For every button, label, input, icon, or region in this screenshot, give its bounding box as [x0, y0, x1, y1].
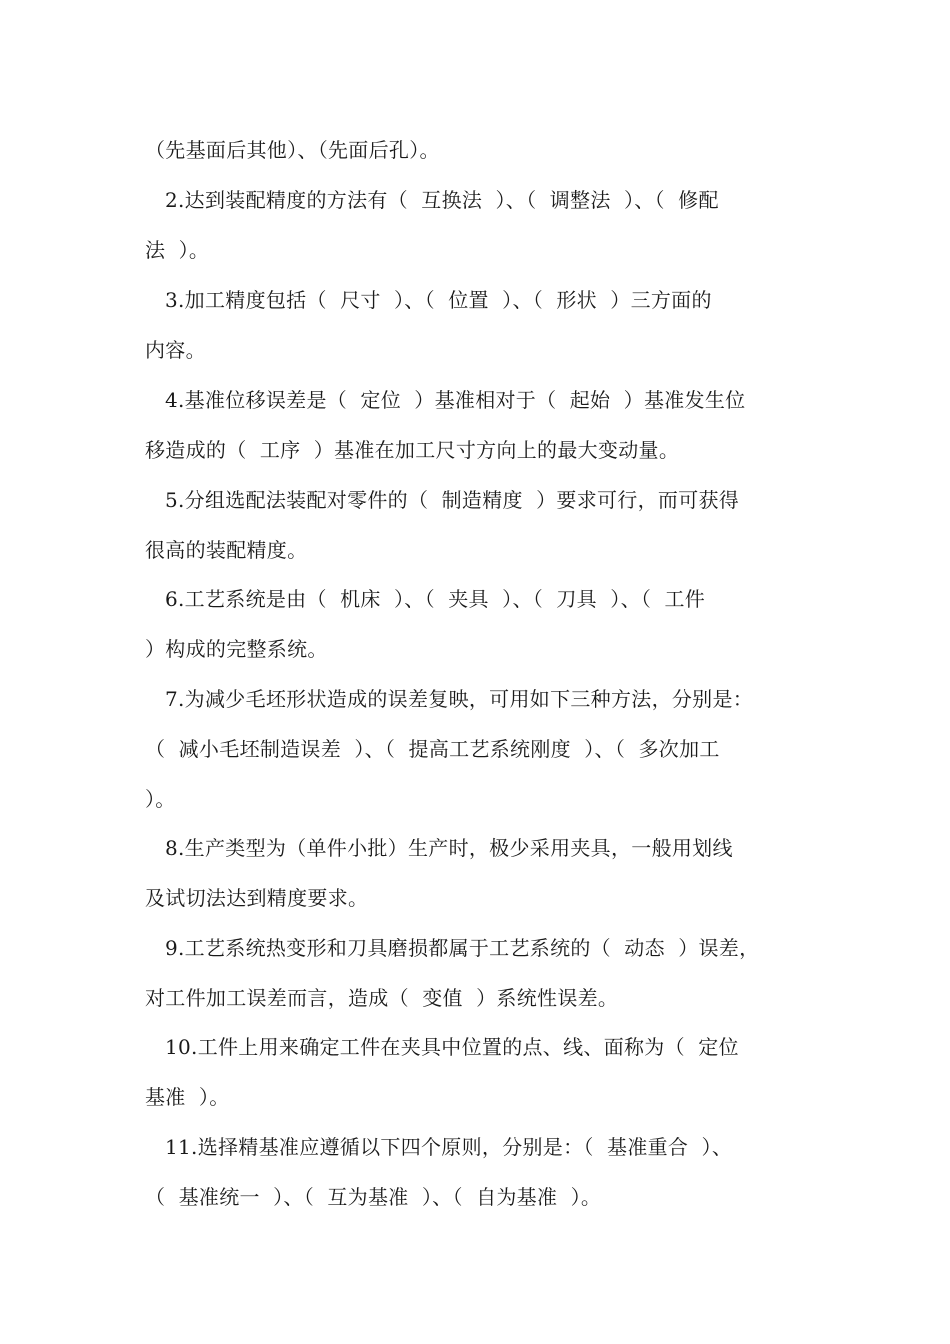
text-line: 移造成的（ 工序 ）基准在加工尺寸方向上的最大变动量。 [145, 438, 680, 462]
text-line: 9.工艺系统热变形和刀具磨损都属于工艺系统的（ 动态 ）误差， [165, 936, 760, 960]
text-line: 3.加工精度包括（ 尺寸 ）、（ 位置 ）、（ 形状 ）三方面的 [165, 288, 712, 312]
text-line: ）构成的完整系统。 [145, 637, 328, 661]
text-line: 5.分组选配法装配对零件的（ 制造精度 ）要求可行，而可获得 [165, 488, 740, 512]
text-line: 及试切法达到精度要求。 [145, 886, 369, 910]
text-line: （ 减小毛坯制造误差 ）、（ 提高工艺系统刚度 ）、（ 多次加工 [145, 737, 720, 761]
text-line: 10.工件上用来确定工件在夹具中位置的点、线、面称为（ 定位 [165, 1035, 739, 1059]
text-line: 很高的装配精度。 [145, 538, 308, 562]
text-line: ）。 [145, 787, 176, 811]
text-line: （ 基准统一 ）、（ 互为基准 ）、（ 自为基准 ）。 [145, 1185, 602, 1209]
text-line: 4.基准位移误差是（ 定位 ）基准相对于（ 起始 ）基准发生位 [165, 388, 746, 412]
text-line: 7.为减少毛坯形状造成的误差复映，可用如下三种方法，分别是： [165, 687, 754, 711]
text-line: 法 ）。 [145, 238, 210, 262]
text-line: 对工件加工误差而言，造成（ 变值 ）系统性误差。 [145, 986, 619, 1010]
text-line: 内容。 [145, 338, 206, 362]
text-line: 11.选择精基准应遵循以下四个原则，分别是：（ 基准重合 ）、 [165, 1135, 733, 1159]
text-line: 8.生产类型为（单件小批）生产时，极少采用夹具，一般用划线 [165, 836, 733, 860]
text-line: 6.工艺系统是由（ 机床 ）、（ 夹具 ）、（ 刀具 ）、（ 工件 [165, 587, 706, 611]
text-line: 2.达到装配精度的方法有（ 互换法 ）、（ 调整法 ）、（ 修配 [165, 188, 719, 212]
text-line: （先基面后其他）、（先面后孔）。 [145, 138, 440, 162]
text-line: 基准 ）。 [145, 1085, 230, 1109]
